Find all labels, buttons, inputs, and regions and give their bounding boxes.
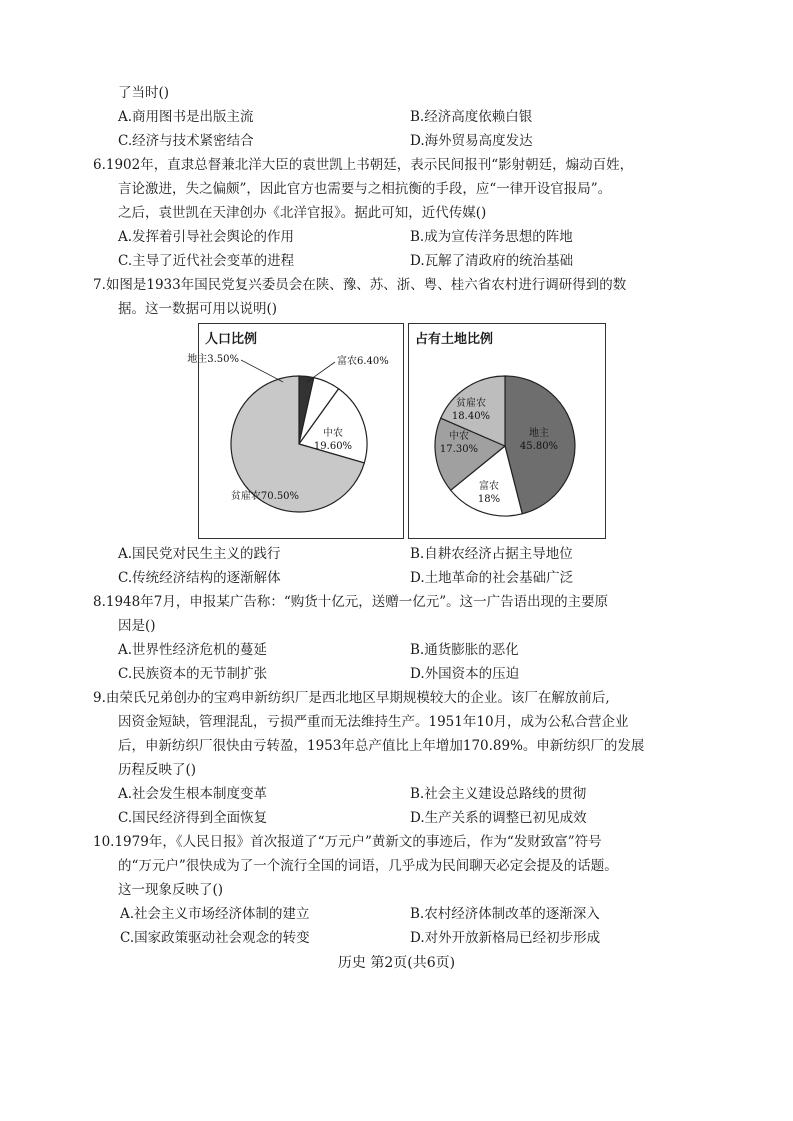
q6-stem-line-3: 之后，袁世凯在天津创办《北洋官报》。据此可知，近代传媒() [118, 205, 487, 221]
land-chart-panel [408, 323, 606, 539]
q10-option-a: A.社会主义市场经济体制的建立 [120, 906, 310, 922]
q10-stem-line-1: 10.1979年，《人民日报》首次报道了“万元户”黄新文的事迹后，作为“发财致富”符号 [93, 834, 602, 850]
q8-option-b: B.通货膨胀的恶化 [410, 642, 519, 658]
q10-option-d: D.对外开放新格局已经初步形成 [410, 930, 601, 946]
q6-option-b: B.成为宣传洋务思想的阵地 [410, 229, 573, 245]
q8-stem-line-1: 8.1948年7月，申报某广告称：“购货十亿元，送赠一亿元”。这一广告语出现的主要原 [93, 594, 609, 610]
pie0-label-3: 贫雇农70.50% [230, 491, 300, 502]
pie0-label-0: 地主3.50% [187, 354, 239, 365]
population-pie-chart [187, 324, 403, 538]
pie-charts-figure [187, 323, 606, 539]
q5-option-b: B.经济高度依赖白银 [410, 109, 533, 125]
land-pie-chart [409, 324, 605, 538]
population-chart-panel [187, 323, 404, 539]
pie1-label-1: 富农 18% [477, 481, 501, 505]
q7-option-c: C.传统经济结构的逐渐解体 [118, 570, 281, 586]
q6-stem-line-2: 言论激进，失之偏颇”，因此官方也需要与之相抗衡的手段，应“一律开设官报局”。 [118, 181, 612, 197]
q5-option-d: D.海外贸易高度发达 [410, 133, 533, 149]
q9-option-c: C.国民经济得到全面恢复 [118, 810, 268, 826]
population-chart-title: 人口比例 [205, 332, 258, 347]
q10-stem-line-3: 这一现象反映了() [118, 882, 224, 898]
q7-option-b: B.自耕农经济占据主导地位 [410, 546, 573, 562]
pie1-label-0: 地主 45.80% [519, 428, 559, 452]
page-footer: 历史 第2页(共6页) [337, 955, 456, 971]
q9-stem-line-3: 后，申新纺织厂很快由亏转盈，1953年总产值比上年增加170.89%。申新纺织厂的发展 [118, 738, 645, 754]
land-chart-title: 占有土地比例 [415, 332, 494, 347]
q6-option-c: C.主导了近代社会变革的进程 [118, 253, 295, 269]
pie0-leader-line-0 [241, 360, 283, 382]
pie0-label-2: 中农 19.60% [313, 428, 353, 452]
q9-option-a: A.社会发生根本制度变革 [118, 786, 268, 802]
q10-stem-line-2: 的“万元户”很快成为了一个流行全国的词语，几乎成为民间聊天必定会提及的话题。 [118, 858, 618, 874]
q7-option-d: D.土地革命的社会基础广泛 [410, 570, 574, 586]
q5-option-c: C.经济与技术紧密结合 [118, 133, 254, 149]
pie1-label-2: 中农 17.30% [439, 431, 479, 455]
q10-option-b: B.农村经济体制改革的逐渐深入 [410, 906, 600, 922]
q9-stem-line-1: 9.由荣氏兄弟创办的宝鸡申新纺织厂是西北地区早期规模较大的企业。该厂在解放前后, [93, 690, 610, 706]
q8-stem-line-2: 因是() [118, 618, 156, 634]
q9-option-d: D.生产关系的调整已初见成效 [410, 810, 587, 826]
q8-option-a: A.世界性经济危机的蔓延 [118, 642, 268, 658]
q7-stem-line-2: 据。这一数据可用以说明() [118, 301, 278, 317]
q6-stem-line-1: 6.1902年，直隶总督兼北洋大臣的袁世凯上书朝廷，表示民间报刊“影射朝廷，煽动百姓， [93, 157, 634, 173]
q5-stem-end: 了当时() [118, 85, 170, 101]
pie1-label-3: 贫雇农 18.40% [451, 398, 491, 422]
q8-option-d: D.外国资本的压迫 [410, 666, 520, 682]
q9-stem-line-4: 历程反映了() [118, 762, 197, 778]
q9-stem-line-2: 因资金短缺，管理混乱，亏损严重而无法维持生产。1951年10月，成为公私合营企业 [118, 714, 629, 730]
q10-option-c: C.国家政策驱动社会观念的转变 [120, 930, 310, 946]
q9-option-b: B.社会主义建设总路线的贯彻 [410, 786, 587, 802]
q7-stem-line-1: 7.如图是1933年国民党复兴委员会在陕、豫、苏、浙、粤、桂六省农村进行调研得到的数 [93, 277, 627, 293]
q5-option-a: A.商用图书是出版主流 [118, 109, 254, 125]
q6-option-a: A.发挥着引导社会舆论的作用 [118, 229, 295, 245]
q6-option-d: D.瓦解了清政府的统治基础 [410, 253, 574, 269]
q7-option-a: A.国民党对民生主义的践行 [118, 546, 281, 562]
pie0-label-1: 富农6.40% [337, 356, 389, 367]
q8-option-c: C.民族资本的无节制扩张 [118, 666, 268, 682]
pie0-leader-line-1 [307, 362, 335, 382]
